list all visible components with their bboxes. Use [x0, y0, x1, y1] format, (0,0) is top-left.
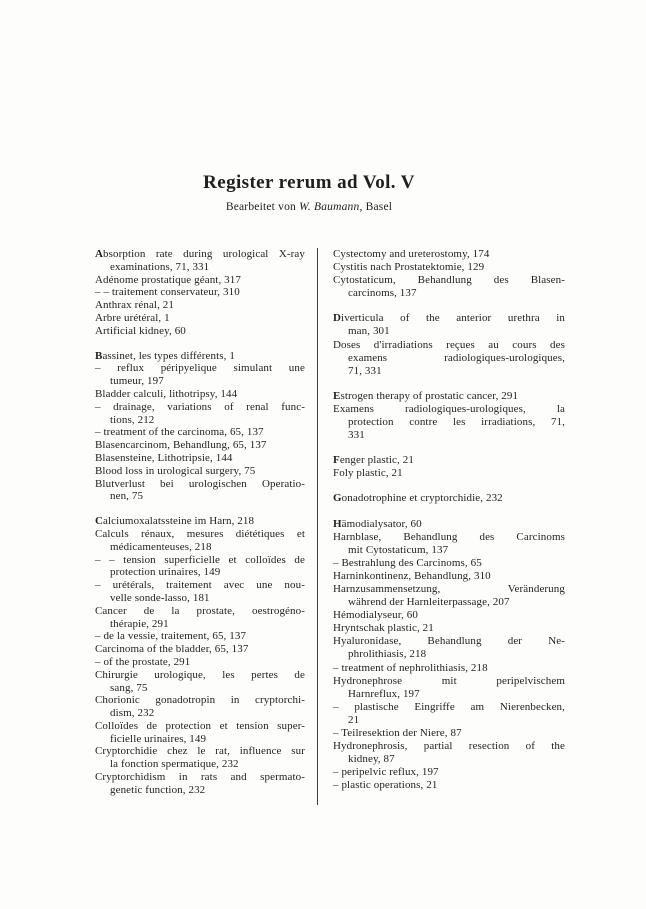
index-entry [333, 701, 565, 727]
index-entry-line: Foly plastic, 21 [333, 467, 403, 480]
index-entry-line: examinations, 71, 331 [110, 260, 210, 273]
index-entry-line: – treatment of nephrolithiasis, 218 [333, 661, 488, 674]
index-entry-line: protection urinaires, 149 [110, 566, 221, 579]
index-entry-line: Bassinet, les types différents, 1 [95, 349, 235, 362]
index-entry-line: Chirurgie urologique, les pertes de [95, 668, 305, 681]
index-entry [333, 531, 565, 557]
index-entry-line: carcinoms, 137 [348, 287, 417, 300]
index-entry-line: genetic function, 232 [110, 783, 206, 796]
index-entry [333, 454, 565, 467]
index-entry-line: 331 [348, 429, 365, 442]
index-entry [95, 325, 305, 338]
index-entry-line: nen, 75 [110, 490, 144, 503]
index-entry-line: Arbre urétéral, 1 [95, 311, 170, 324]
index-entry [333, 727, 565, 740]
index-entry [95, 388, 305, 401]
index-entry-line: dism, 232 [110, 707, 155, 720]
index-entry-line: Cryptorchidism in rats and spermato- [95, 771, 305, 784]
index-entry [95, 401, 305, 427]
index-entry-line: Doses d'irradiations reçues au cours des [333, 338, 565, 351]
index-entry-line: – – tension superficielle et colloïdes de [95, 553, 305, 566]
index-entry-line: 21 [348, 713, 360, 726]
index-entry-line: sang, 75 [110, 681, 148, 694]
index-entry-line: Hämodialysator, 60 [333, 517, 422, 530]
index-entry-line: Cancer de la prostate, oestrogéno- [95, 604, 305, 617]
index-entry-line: Blutverlust bei urologischen Operatio- [95, 477, 305, 490]
index-entry-line: velle sonde-lasso, 181 [110, 591, 210, 604]
index-entry [333, 635, 565, 661]
index-group-a [95, 248, 305, 338]
page-subtitle [0, 201, 632, 213]
index-entry [95, 643, 305, 656]
index-entry-line: Calciumoxalatssteine im Harn, 218 [95, 515, 255, 528]
index-entry-line: Hydronephrose mit peripelvischem [333, 674, 565, 687]
index-entry [95, 745, 305, 771]
index-entry-line: Artificial kidney, 60 [95, 324, 186, 337]
page-title: Register rerum ad Vol. V [203, 172, 415, 193]
index-entry [333, 261, 565, 274]
index-entry [333, 779, 565, 792]
index-entry-line: – plastische Eingriffe am Nierenbecken, [333, 700, 565, 713]
index-entry [333, 390, 565, 403]
index-entry-line: Hyaluronidase, Behandlung der Ne- [333, 635, 565, 648]
index-group-h [333, 518, 565, 793]
index-entry-line: – treatment of the carcinoma, 65, 137 [95, 426, 264, 439]
byline-author: W. Baumann [299, 201, 360, 213]
index-entry-line: – plastic operations, 21 [333, 779, 438, 792]
index-group-b [95, 350, 305, 504]
index-entry [333, 662, 565, 675]
index-entry-line: – peripelvic reflux, 197 [333, 766, 439, 779]
index-entry-line: Blasencarcinom, Behandlung, 65, 137 [95, 439, 267, 452]
index-entry [95, 579, 305, 605]
index-entry-line: – Teilresektion der Niere, 87 [333, 727, 462, 739]
index-entry-line: ficielle urinaires, 149 [110, 732, 207, 745]
index-entry-line: man, 301 [348, 325, 390, 338]
index-entry-line: Blood loss in urological surgery, 75 [95, 464, 256, 477]
index-entry-line: 71, 331 [348, 364, 382, 377]
index-entry [95, 720, 305, 746]
byline-prefix: Bearbeitet von [225, 201, 300, 213]
index-entry-line: Blasensteine, Lithotripsie, 144 [95, 451, 233, 464]
index-entry [95, 528, 305, 554]
index-entry [333, 766, 565, 779]
column-divider-line [317, 248, 318, 805]
index-entry [333, 583, 565, 609]
index-entry [333, 622, 565, 635]
index-entry-line: Colloïdes de protection et tension super- [95, 719, 305, 732]
index-entry [333, 609, 565, 622]
index-entry-line: Hryntschak plastic, 21 [333, 622, 434, 635]
index-entry-line: Examens radiologiques-urologiques, la [333, 402, 565, 415]
index-entry-line: Harnzusammensetzung, Veränderung [333, 582, 565, 595]
index-entry-line: Harninkontinenz, Behandlung, 310 [333, 569, 491, 582]
index-entry-line: phrolithiasis, 218 [348, 648, 427, 661]
index-entry [95, 286, 305, 299]
index-entry-line: tions, 212 [110, 413, 155, 426]
index-entry-line: Estrogen therapy of prostatic cancer, 291 [333, 389, 519, 402]
index-entry-line: kidney, 87 [348, 753, 395, 766]
index-entry [95, 771, 305, 797]
index-entry [333, 557, 565, 570]
index-entry [95, 656, 305, 669]
index-entry-line: examens radiologiques-urologiques, [348, 351, 565, 364]
index-group-e [333, 390, 565, 442]
index-entry-line: la fonction spermatique, 232 [110, 758, 239, 771]
index-entry-line: tumeur, 197 [110, 375, 164, 388]
index-entry [95, 350, 305, 363]
index-entry-line: – de la vessie, traitement, 65, 137 [95, 630, 247, 643]
index-entry-line: Hydronephrosis, partial resection of the [333, 740, 565, 753]
index-entry-line: Calculs rénaux, mesures diététiques et [95, 527, 305, 540]
index-entry-line: Bladder calculi, lithotripsy, 144 [95, 387, 238, 400]
index-entry-line: – reflux péripyelique simulant une [95, 362, 305, 375]
index-entry [95, 478, 305, 504]
index-entry [333, 740, 565, 766]
index-entry [95, 669, 305, 695]
index-entry-line: Diverticula of the anterior urethra in [333, 312, 565, 325]
index-entry-line: protection contre les irradiations, 71, [348, 416, 565, 429]
index-entry [95, 515, 305, 528]
index-entry-line: Harnblase, Behandlung des Carcinoms [333, 530, 565, 543]
index-entry-line: – Bestrahlung des Carcinoms, 65 [333, 556, 482, 569]
index-entry [95, 605, 305, 631]
index-entry [95, 274, 305, 287]
index-entry-line: Anthrax rénal, 21 [95, 299, 174, 312]
index-entry [333, 312, 565, 338]
index-entry-line: thérapie, 291 [110, 617, 169, 630]
index-entry-line: Harnreflux, 197 [348, 687, 420, 700]
index-group-d [333, 312, 565, 377]
index-entry-line: – drainage, variations of renal func- [95, 400, 305, 413]
index-group-c [95, 515, 305, 797]
index-group-g [333, 492, 565, 505]
index-entry-line: Gonadotrophine et cryptorchidie, 232 [333, 492, 503, 505]
index-entry [95, 694, 305, 720]
index-group-c [333, 248, 565, 300]
index-entry-line: Hémodialyseur, 60 [333, 609, 418, 622]
index-entry [333, 675, 565, 701]
index-entry [95, 362, 305, 388]
index-entry [95, 630, 305, 643]
index-entry-line: – urétérals, traitement avec une nou- [95, 579, 305, 592]
index-entry [95, 312, 305, 325]
index-entry-line: médicamenteuses, 218 [110, 540, 212, 553]
index-entry [95, 452, 305, 465]
index-entry-line: Carcinoma of the bladder, 65, 137 [95, 643, 249, 656]
index-entry-line: – – traitement conservateur, 310 [95, 286, 240, 299]
index-entry-line: mit Cytostaticum, 137 [348, 543, 449, 556]
index-entry [333, 492, 565, 505]
index-entry [95, 439, 305, 452]
index-entry [95, 465, 305, 478]
index-entry-line: Adénome prostatique géant, 317 [95, 273, 241, 286]
index-entry-line: Cystectomy and ureterostomy, 174 [333, 248, 490, 260]
byline-suffix: , Basel [359, 201, 393, 213]
index-entry-line: Absorption rate during urological X-ray [95, 248, 305, 260]
index-entry [333, 570, 565, 583]
index-entry [333, 518, 565, 531]
index-entry [95, 299, 305, 312]
index-entry [333, 467, 565, 480]
index-entry [95, 554, 305, 580]
index-entry-line: während der Harnleiterpassage, 207 [348, 596, 510, 609]
index-entry-line: Cytostaticum, Behandlung des Blasen- [333, 274, 565, 287]
index-entry [95, 248, 305, 274]
index-entry-line: – of the prostate, 291 [95, 655, 191, 668]
index-column-left [95, 248, 305, 797]
index-entry-line: Fenger plastic, 21 [333, 454, 414, 467]
index-entry [333, 248, 565, 261]
index-entry [333, 403, 565, 442]
index-entry-line: Cryptorchidie chez le rat, influence sur [95, 745, 305, 758]
index-entry-line: Chorionic gonadotropin in cryptorchi- [95, 694, 305, 707]
index-group-f [333, 454, 565, 480]
index-column-right [333, 248, 565, 792]
index-entry [333, 339, 565, 378]
index-entry [95, 426, 305, 439]
index-entry-line: Cystitis nach Prostatektomie, 129 [333, 261, 485, 274]
index-entry [333, 274, 565, 300]
